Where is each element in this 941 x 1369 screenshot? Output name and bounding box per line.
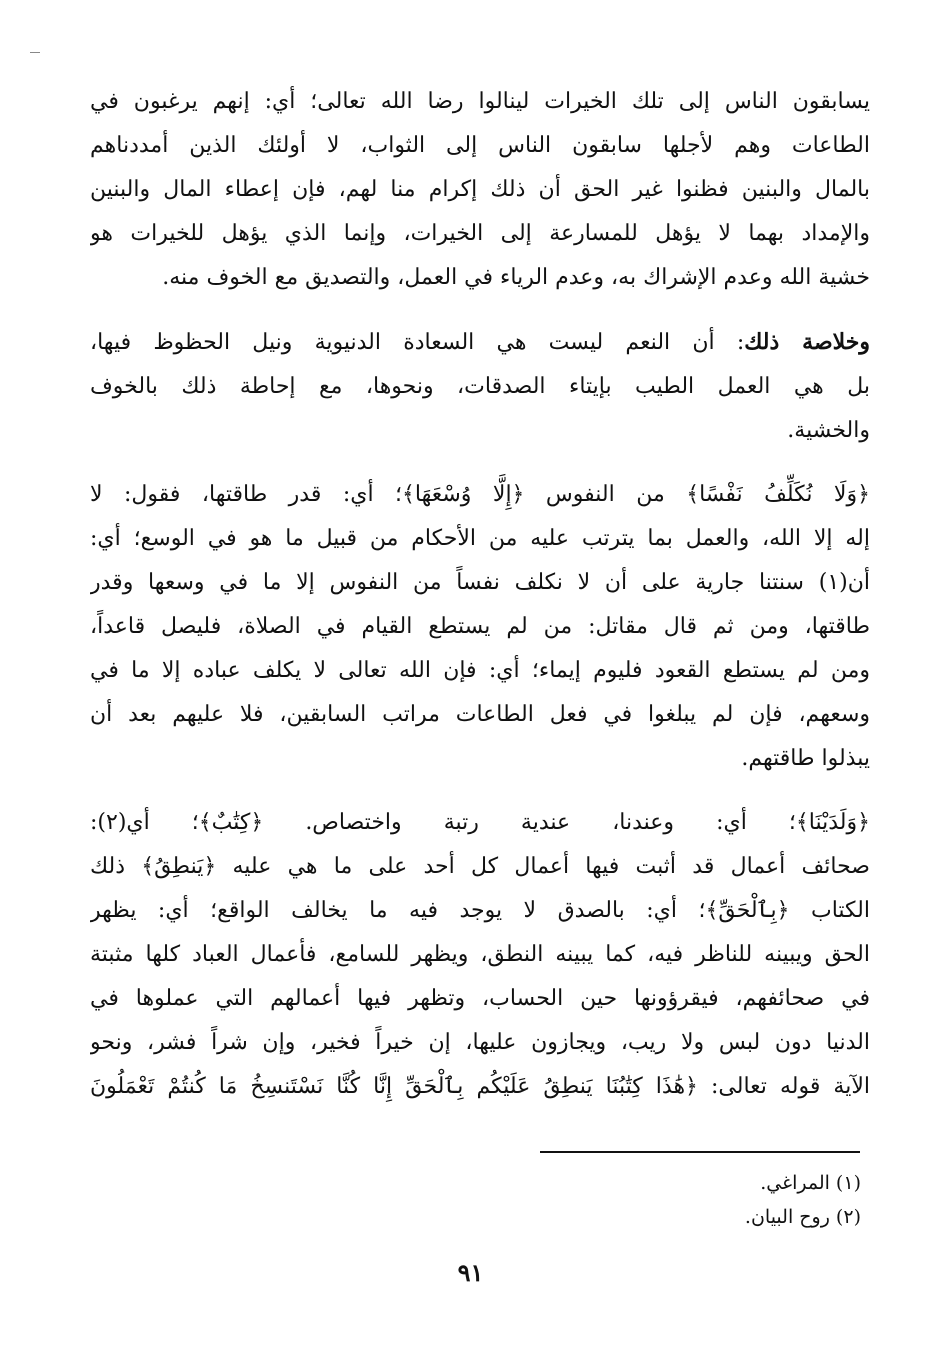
text-line: الطاعات وهم لأجلها سابقون الناس إلى الثواب، لا أولئك الذين أمددناهم — [90, 133, 870, 158]
page-number: ٩١ — [457, 1258, 484, 1287]
text-line: الآية قوله تعالى: ﴿هَٰذَا كِتَٰبُنَا يَنطِقُ عَلَيْكُم بِٱلْحَقِّ إِنَّا كُنَّا نَسْتَنسِخُ مَا كُنتُمْ تَعْمَلُونَ — [90, 1074, 870, 1099]
page-body — [90, 80, 870, 1129]
text-line: صحائف أعمال قد أثبت فيها أعمال كل أحد على ما هي عليه ﴿يَنطِقُ﴾ ذلك — [90, 854, 870, 879]
text-line: طاقتها، ومن ثم قال مقاتل: من لم يستطع القيام في الصلاة، فليصل قاعداً، — [90, 614, 870, 639]
text-line: بالمال والبنين فظنوا غير الحق أن ذلك إكرام منا لهم، فإن إعطاء المال والبنين — [90, 177, 870, 202]
text-line: أن(١) سنتنا جارية على أن لا نكلف نفساً من النفوس إلا ما في وسعها وقدر — [90, 570, 870, 595]
text-line: والخشية. — [787, 418, 870, 443]
text-line: وسعهم، فإن لم يبلغوا في فعل الطاعات مراتب السابقين، فلا عليهم بعد أن — [90, 702, 870, 727]
paragraph-2 — [90, 320, 870, 453]
lead-phrase: وخلاصة ذلك — [744, 329, 870, 355]
text-line: ﴿وَلَا نُكَلِّفُ نَفْسًا﴾ من النفوس ﴿إِلَّا وُسْعَهَا﴾؛ أي: قدر طاقتها، فقول: لا — [90, 482, 870, 507]
paragraph-3 — [90, 473, 870, 781]
text-line: بل هي العمل الطيب بإيتاء الصدقات، ونحوها، مع إحاطة ذلك بالخوف — [90, 374, 870, 399]
text-line: خشية الله وعدم الإشراك به، وعدم الرياء في العمل، والتصديق مع الخوف منه. — [162, 265, 870, 290]
paragraph-4 — [90, 801, 870, 1109]
text-line: يبذلوا طاقتهم. — [741, 746, 870, 771]
text-line: ﴿وَلَدَيْنَا﴾؛ أي: وعندنا، عندية رتبة واختصاص. ﴿كِتَٰبٌ﴾؛ أي(٢): — [90, 810, 870, 835]
text-line: والإمداد بهما لا يؤهل للمسارعة إلى الخيرات، وإنما الذي يؤهل للخيرات هو — [90, 221, 870, 246]
footnote-divider — [540, 1151, 860, 1153]
paragraph-1 — [90, 80, 870, 300]
footnote-1: (١) المراغي. — [760, 1172, 861, 1194]
text-line: ومن لم يستطع القعود فليوم إيماء؛ أي: فإن الله تعالى لا يكلف عباده إلا ما في — [90, 658, 870, 683]
footnote-2: (٢) روح البيان. — [744, 1206, 861, 1228]
footnotes — [461, 1166, 861, 1234]
text-line: الكتاب ﴿بِٱلْحَقِّ﴾؛ أي: بالصدق لا يوجد فيه ما يخالف الواقع؛ أي: يظهر — [90, 898, 870, 923]
text-line: يسابقون الناس إلى تلك الخيرات لينالوا رضا الله تعالى؛ أي: إنهم يرغبون في — [90, 89, 870, 114]
text-line: الدنيا دون لبس ولا ريب، ويجازون عليها، إن خيراً فخير، وإن شراً فشر، ونحو — [90, 1030, 870, 1055]
text-line: وخلاصة ذلك: أن النعم ليست هي السعادة الدنيوية ونيل الحظوظ فيها، — [90, 329, 870, 355]
text-line: في صحائفهم، فيقرؤونها حين الحساب، وتظهر فيها أعمالهم التي عملوها في — [90, 986, 870, 1011]
text-line: إله إلا الله، والعمل بما يترتب عليه من الأحكام من قبيل ما هو في الوسع؛ أي: — [90, 526, 870, 551]
scan-corner-mark — [30, 52, 40, 53]
text-line: الحق ويبينه للناظر فيه، كما يبينه النطق، ويظهر للسامع، فأعمال العباد كلها مثبتة — [90, 942, 870, 967]
